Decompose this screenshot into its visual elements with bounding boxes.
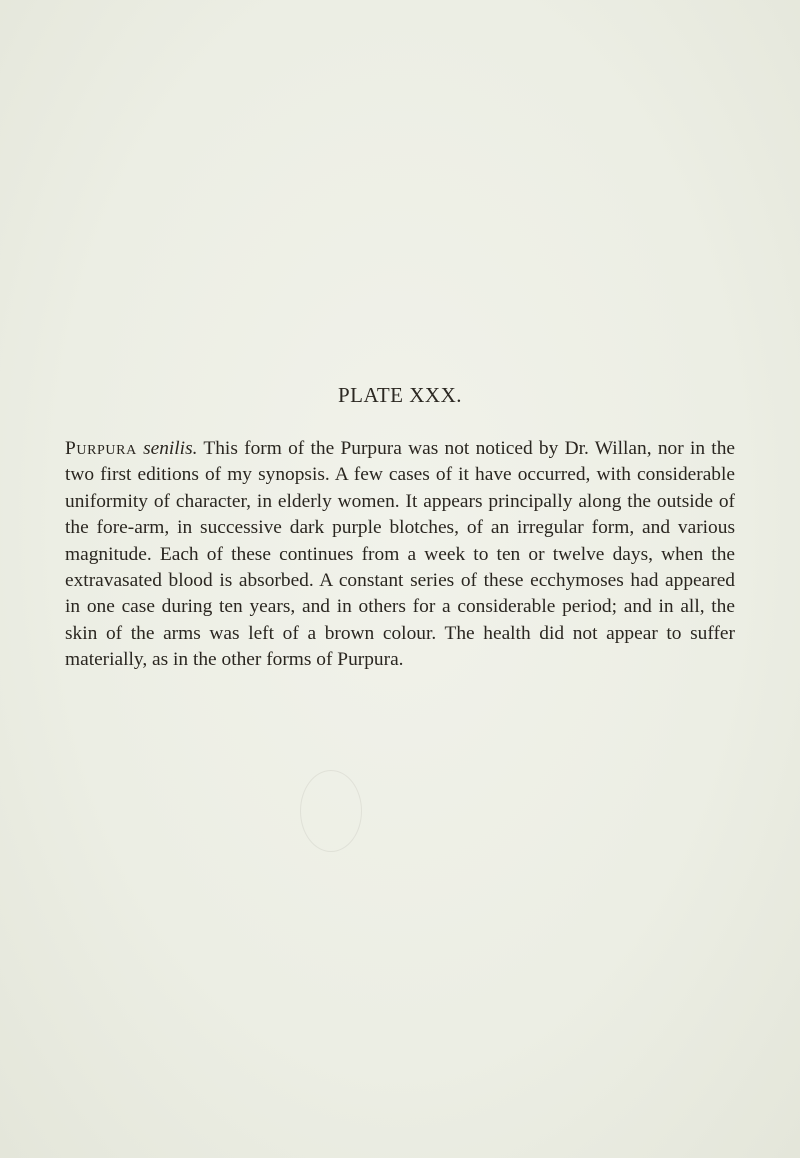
paper-stain bbox=[300, 770, 362, 852]
lead-word: Purpura bbox=[65, 438, 137, 459]
lead-italic-term: senilis. bbox=[143, 438, 198, 459]
plate-title: PLATE XXX. bbox=[338, 383, 462, 407]
plate-description bbox=[65, 436, 735, 674]
description-text: This form of the Purpura was not noticed by Dr. Willan, nor in the two first editions of my synopsis. A few cases of it have occurred, with considerable uniformity of character, in elderly women. It appears principally along the outside of the fore-arm, in successive dark purple blotches, of an irregular form, and various magnitude. Each of these continues from a week to ten or twelve days, when the extravasated blood is absorbed. A constant series of these ecchymoses had appeared in one case during ten years, and in others for a considerable period; and in all, the skin of the arms was left of a brown colour. The health did not appear to suffer materially, as in the other forms of Purpura. bbox=[65, 438, 735, 671]
